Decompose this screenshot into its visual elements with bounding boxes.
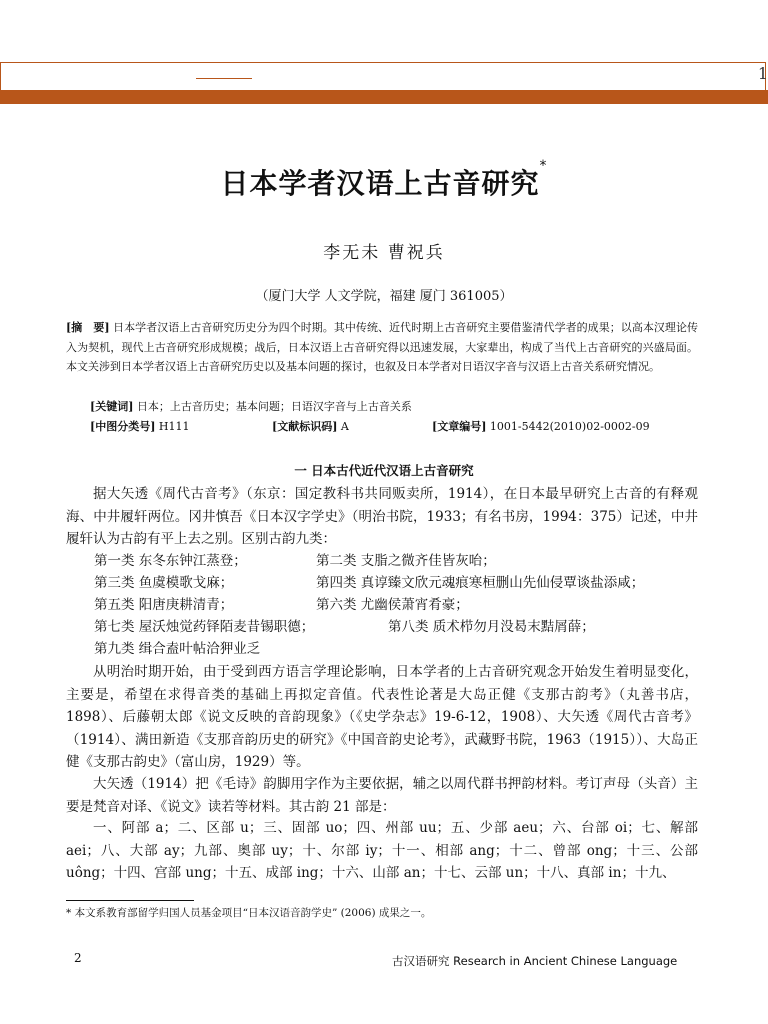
keywords-text: 日本；上古音历史；基本问题；日语汉字音与上古音关系	[136, 400, 412, 413]
rhyme-class-item: 第一类 东冬东钟江蒸登；	[94, 553, 247, 569]
page-number: 2	[74, 951, 82, 965]
paragraph-3: 大矢透（1914）把《毛诗》韵脚用字作为主要依据，辅之以周代群书押韵材料。考订声母（头音）主要是梵音对译、《说文》读若等材料。其古韵 21 部是：	[66, 776, 698, 815]
clc-label: [中图分类号]	[90, 420, 156, 433]
rhyme-class-item: 第三类 鱼虞模歌戈麻；	[94, 575, 234, 591]
footnote-rule	[66, 900, 194, 901]
header-page-marker: 1	[757, 64, 768, 83]
rhyme-class-item: 第四类 真谆臻文欣元魂痕寒桓删山先仙侵覃谈盐添咸；	[316, 575, 645, 591]
paragraph-2: 从明治时期开始，由于受到西方语言学理论影响，日本学者的上古音研究观念开始发生着明显变化，主要是，希望在求得音类的基础上再拟定音值。代表性论著是大岛正健《支那古韵考》（丸善书店，1898）、后藤朝太郎《说文反映的音韵现象》（《史学杂志》19-6-12，1908）、大矢透《周代古音考》（1914）、满田新造《支那音韵历史的研究》《中国音韵史论考》，武藏野书院，1963（1915））、大岛正健《支那古韵史》（富山房，1929）等。	[66, 664, 698, 770]
rhyme-class-item: 第九类 缉合盍叶帖洽狎业乏	[94, 641, 261, 657]
rhyme-class-list	[94, 550, 714, 670]
affiliation: （厦门大学 人文学院，福建 厦门 361005）	[255, 289, 513, 304]
header-rule	[196, 78, 252, 79]
footnote: * 本文系教育部留学归国人员基金项目“日本汉语音韵学史” (2006) 成果之一。	[66, 907, 432, 919]
doc-code-label: [文献标识码]	[272, 420, 338, 433]
header-frame	[0, 62, 766, 90]
keywords-label: [关键词]	[90, 400, 134, 413]
abstract	[66, 318, 698, 377]
doc-code-value: A	[340, 420, 349, 433]
section-heading: 一 日本古代近代汉语上古音研究	[294, 463, 474, 478]
rhyme-class-item: 第六类 尤幽侯萧宵肴豪；	[316, 597, 469, 613]
abstract-text: 日本学者汉语上古音研究历史分为四个时期。其中传统、近代时期上古音研究主要借鉴清代学者的成果；以高本汉理论传入为契机，现代上古音研究形成规模；战后，日本汉语上古音研究得以迅速发展，大家辈出，构成了当代上古音研究的兴盛局面。本文关涉到日本学者汉语上古音研究历史以及基本问题的探讨，也叙及日本学者对日语汉字音与汉语上古音关系研究情况。	[66, 321, 699, 373]
keywords	[90, 398, 710, 414]
article-title: 日本学者汉语上古音研究*	[220, 158, 548, 200]
header-bar	[0, 90, 768, 104]
journal-name: 古汉语研究 Research in Ancient Chinese Language	[392, 954, 678, 968]
article-no-label: [文章编号]	[432, 420, 487, 433]
rhyme-class-item: 第五类 阳唐庚耕清青；	[94, 597, 234, 613]
paragraph-1: 据大矢透《周代古音考》（东京：国定教科书共同贩卖所，1914），在日本最早研究上古音的有释观海、中井履轩两位。冈井慎吾《日本汉字学史》（明治书院，1933；有名书房，1994：375）记述，中井履轩认为古韵有平上去之别。区别古韵九类：	[66, 486, 698, 547]
rhyme-class-item: 第七类 屋沃烛觉药铎陌麦昔锡职德；	[94, 619, 315, 635]
rhyme-class-item: 第二类 支脂之微齐佳皆灰咍；	[316, 553, 496, 569]
authors: 李无未 曹祝兵	[323, 243, 445, 263]
paragraph-4: 一、阿部 a；二、区部 u；三、固部 uo；四、州部 uu；五、少部 aeu；六、台部 oi；七、解部 aei；八、大部 ay；九部、奥部 uy；十、尔部 iy；十一、相部 ang；十二、曾部 ong；十三、公部 uông；十四、宫部 ung；十五、成部 ing；十六、山部 an；十七、云部 un；十八、真部 in；十九、	[66, 820, 698, 881]
rhyme-class-item: 第八类 质术栉勿月没曷末黠屑薛；	[388, 619, 595, 635]
abstract-label: [摘 要]	[66, 321, 110, 334]
article-no-value: 1001-5442(2010)02-0002-09	[489, 420, 650, 433]
clc-value: H111	[158, 420, 190, 433]
